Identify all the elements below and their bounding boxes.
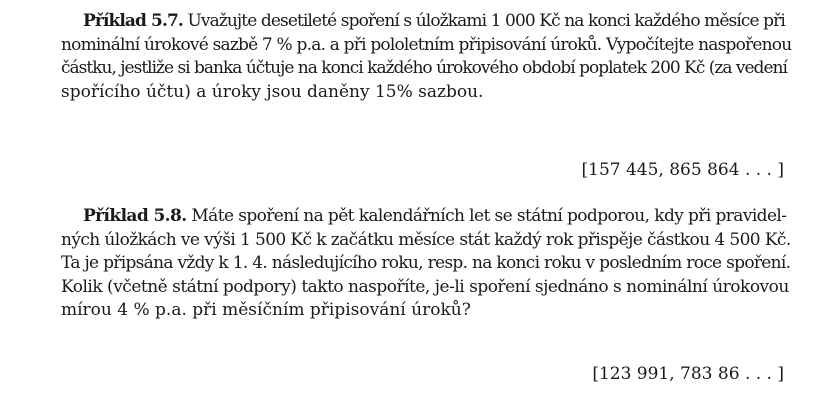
exercise-text-line: Ta je připsána vždy k 1. 4. následujícího roku, resp. na konci roku v posledním roce spoření. — [61, 253, 791, 273]
exercise-text-line: částku, jestliže si banka účtuje na konci každého úrokového období poplatek 200 Kč (za vedení — [61, 58, 787, 78]
exercise-text-line: Uvažujte desetileté spoření s úložkami 1 000 Kč na konci každého měsíce při — [182, 11, 785, 31]
exercise-text-line: mírou 4 % p.a. při měsíčním připisování úroků? — [61, 300, 471, 320]
exercise-label: Příklad 5.7. — [83, 11, 183, 31]
exercise-first-line — [61, 10, 791, 34]
exercise-text-line: ných úložkách ve výši 1 500 Kč k začátku měsíce stát každý rok přispěje částkou 4 500 Kč. — [61, 229, 791, 250]
exercise-answer: [123 991, 783 86 . . . ] — [592, 364, 784, 384]
exercise-answer: [157 445, 865 864 . . . ] — [581, 160, 784, 180]
exercise-text-line: Kolik (včetně státní podpory) takto naspoříte, je-li spoření sjednáno s nominální úrokovou — [61, 276, 789, 297]
exercise-5-7 — [61, 10, 791, 104]
exercise-label: Příklad 5.8. — [83, 206, 187, 226]
exercise-5-8 — [61, 205, 791, 323]
exercise-text-line: Máte spoření na pět kalendářních let se státní podporou, kdy při pravidel- — [186, 206, 787, 226]
exercise-text-line: nominální úrokové sazbě 7 % p.a. a při pololetním připisování úroků. Vypočítejte naspořenou — [61, 34, 792, 55]
exercise-text-line: spořícího účtu) a úroky jsou daněny 15% sazbou. — [61, 81, 484, 102]
exercise-first-line — [61, 205, 791, 229]
